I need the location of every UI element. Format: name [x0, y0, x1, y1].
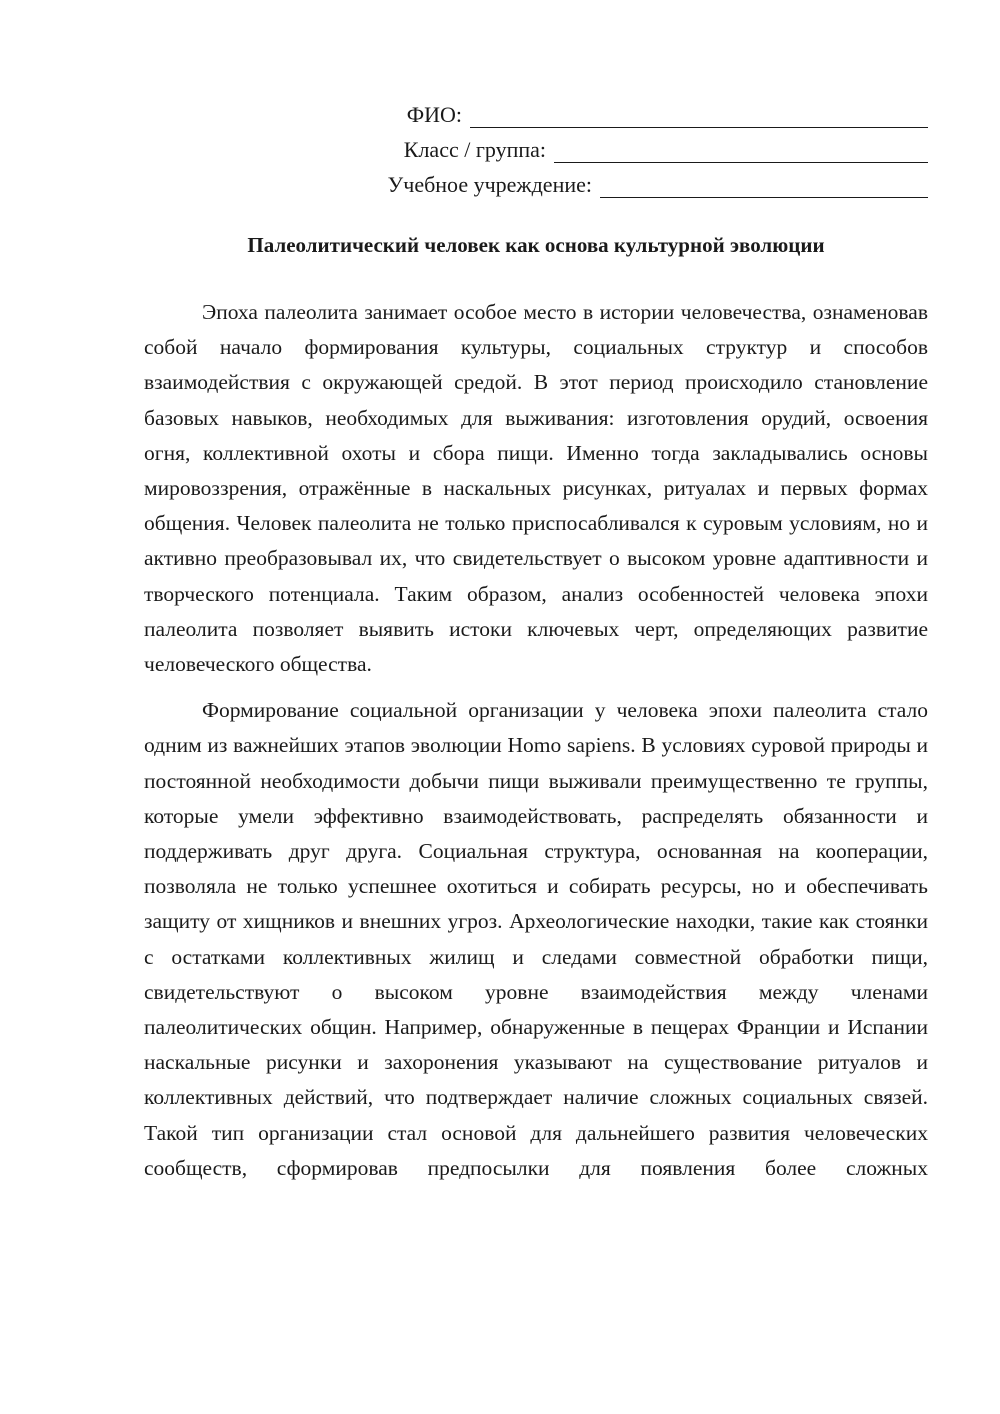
class-label: Класс / группа: [403, 137, 546, 162]
school-label: Учебное учреждение: [387, 172, 592, 197]
fio-blank-line [470, 103, 928, 128]
student-info-form [328, 93, 928, 198]
school-blank-line [600, 173, 928, 198]
class-row [328, 128, 928, 163]
paragraph: Эпоха палеолита занимает особое место в истории человечества, ознаменовав собой начало формирования культуры, социальных структур и способов взаимодействия с окружающей средой. В этот период происходило становление базовых навыков, необходимых для выживания: изготовления орудий, освоения огня, коллективной охоты и сбора пищи. Именно тогда закладывались основы мировоззрения, отражённые в наскальных рисунках, ритуалах и первых формах общения. Человек палеолита не только приспосабливался к суровым условиям, но и активно преобразовывал их, что свидетельствует о высоком уровне адаптивности и творческого потенциала. Таким образом, анализ особенностей человека эпохи палеолита позволяет выявить истоки ключевых черт, определяющих развитие человеческого общества. [144, 300, 928, 677]
school-row [328, 163, 928, 198]
fio-row [328, 93, 928, 128]
paragraph: Формирование социальной организации у человека эпохи палеолита стало одним из важнейших этапов эволюции Homo sapiens. В условиях суровой природы и постоянной необходимости добычи пищи выживали преимущественно те группы, которые умели эффективно взаимодействовать, распределять обязанности и поддерживать друг друга. Социальная структура, основанная на кооперации, позволяла не только успешнее охотиться и собирать ресурсы, но и обеспечивать защиту от хищников и внешних угроз. Археологические находки, такие как стоянки с остатками коллективных жилищ и следами совместной обработки пищи, свидетельствуют о высоком уровне взаимодействия между членами палеолитических общин. Например, обнаруженные в пещерах Франции и Испании наскальные рисунки и захоронения указывают на существование ритуалов и коллективных действий, что подтверждает наличие сложных социальных связей. Такой тип организации стал основой для дальнейшего развития человеческих сообществ, сформировав предпосылки для появления более сложных [144, 698, 928, 1180]
fio-label: ФИО: [406, 102, 462, 127]
document-title: Палеолитический человек как основа культурной эволюции [247, 233, 825, 257]
class-blank-line [554, 138, 928, 163]
document-body [144, 295, 928, 1186]
